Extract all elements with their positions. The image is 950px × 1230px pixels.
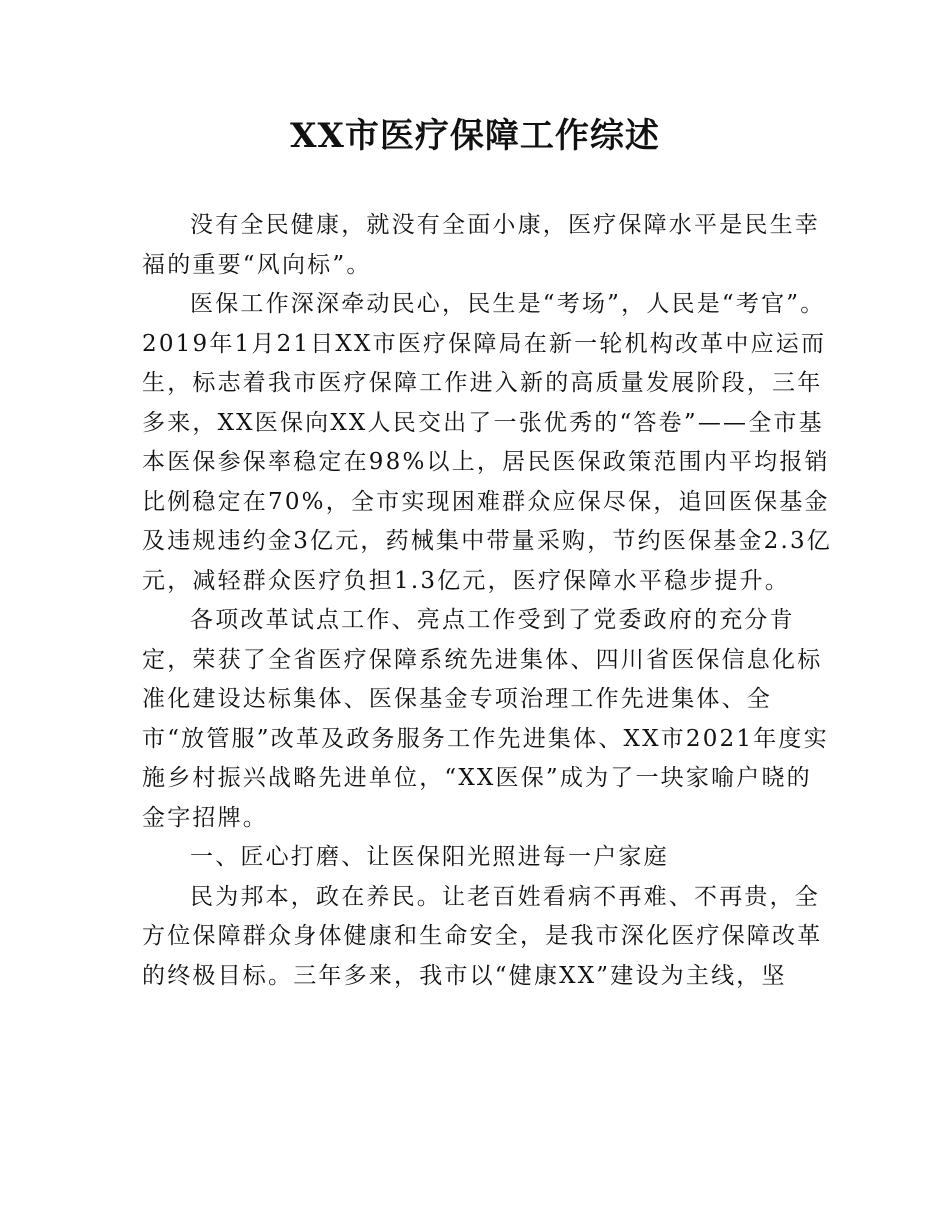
document-body [142,206,832,996]
paragraph-honors: 各项改革试点工作、亮点工作受到了党委政府的充分肯定，荣获了全省医疗保障系统先进集体、四川省医保信息化标准化建设达标集体、医保基金专项治理工作先进集体、全市“放管服”改革及政务服务工作先进集体、XX市2021年度实施乡村振兴战略先进单位，“XX医保”成为了一块家喻户晓的金字招牌。 [142,607,829,831]
paragraph-section-body: 民为邦本，政在养民。让老百姓看病不再难、不再贵，全方位保障群众身体健康和生命安全，是我市深化医疗保障改革的终极目标。三年多来，我市以“健康XX”建设为主线，坚 [142,883,823,989]
section-heading: 一、匠心打磨、让医保阳光照进每一户家庭 [190,844,669,870]
page-title: XX市医疗保障工作综述 [290,116,660,156]
paragraph-achievements: 医保工作深深牵动民心，民生是“考场”，人民是“考官”。2019年1月21日XX市医疗保障局在新一轮机构改革中应运而生，标志着我市医疗保障工作进入新的高质量发展阶段，三年多来，XX医保向XX人民交出了一张优秀的“答卷”——全市基本医保参保率稳定在98%以上，居民医保政策范围内平均报销比例稳定在70%，全市实现困难群众应保尽保，追回医保基金及违规违约金3亿元，药械集中带量采购，节约医保基金2.3亿元，减轻群众医疗负担1.3亿元，医疗保障水平稳步提升。 [142,291,833,594]
paragraph-intro: 没有全民健康，就没有全面小康，医疗保障水平是民生幸福的重要“风向标”。 [142,212,820,278]
